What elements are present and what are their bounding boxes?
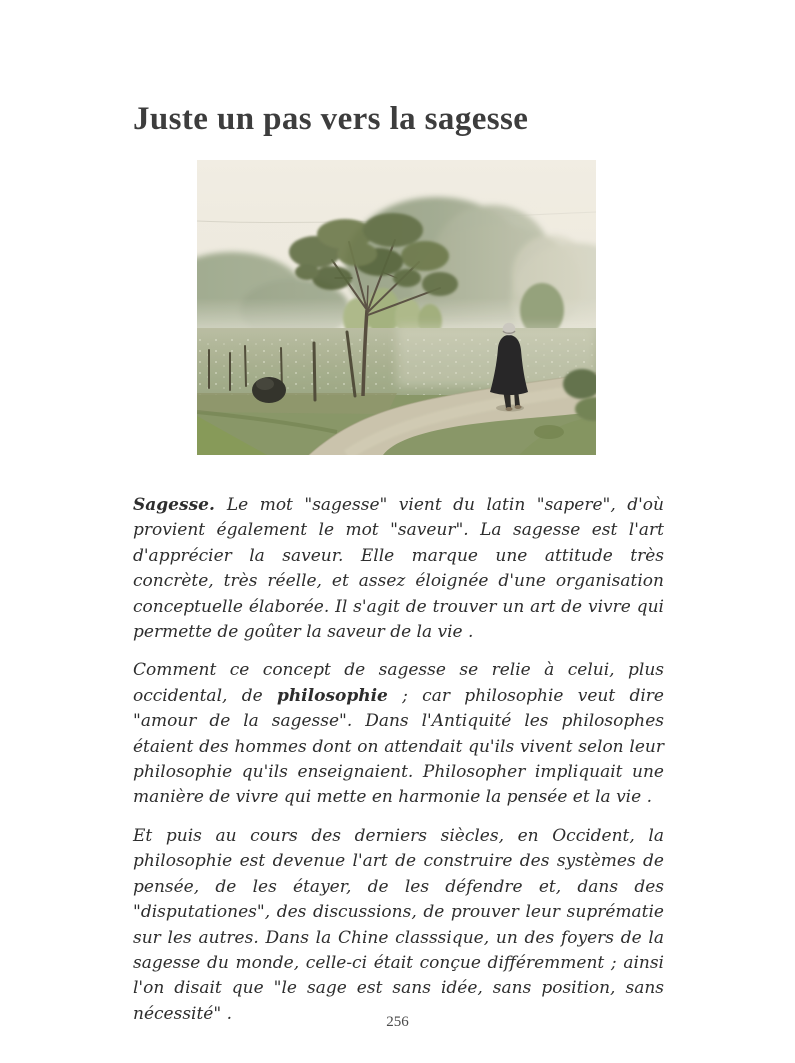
paragraph-text: Comment ce concept de sagesse se relie à celui, plus occidental, de	[133, 660, 664, 706]
paragraph-occident	[133, 824, 664, 1027]
photo-illustration	[197, 160, 596, 455]
overall-haze	[197, 160, 596, 455]
page-number: 256	[386, 1014, 409, 1030]
bold-term: philosophie	[276, 685, 388, 706]
paragraph-lead: Sagesse.	[133, 495, 227, 515]
paragraph-text: Le mot "sagesse" vient du latin "sapere", d'où provient également le mot "saveur". La sagesse est l'art d'apprécier la saveur. Elle marque une attitude très concrète, très réelle, et assez éloignée d'une organisation conceptuelle élaborée. Il s'agit de trouver un art de vivre qui permette de goûter la saveur de la vie .	[133, 495, 664, 643]
body-text	[133, 493, 664, 1040]
paragraph-philosophie	[133, 658, 664, 810]
page-title: Juste un pas vers la sagesse	[133, 101, 529, 137]
foggy-path-walker-photo	[197, 160, 596, 455]
paragraph-sagesse	[133, 493, 664, 645]
paragraph-text: ; car philosophie veut dire "amour de la sagesse". Dans l'Antiquité les philosophes étaient des hommes dont on attendait qu'ils vivent selon leur philosophie qu'ils enseignaient. Philosopher impliquait une manière de vivre qui mette en harmonie la pensée et la vie .	[133, 685, 664, 808]
paragraph-text: Et puis au cours des derniers siècles, en Occident, la philosophie est devenue l'art de construire des systèmes de pensée, de les étayer, de les défendre et, dans des "disputationes", des discussions, de prouver leur suprématie sur les autres. Dans la Chine classsique, un des foyers de la sagesse du monde, celle-ci était conçue différemment ; ainsi l'on disait que "le sage est sans idée, sans position, sans nécessité" .	[133, 825, 664, 1024]
